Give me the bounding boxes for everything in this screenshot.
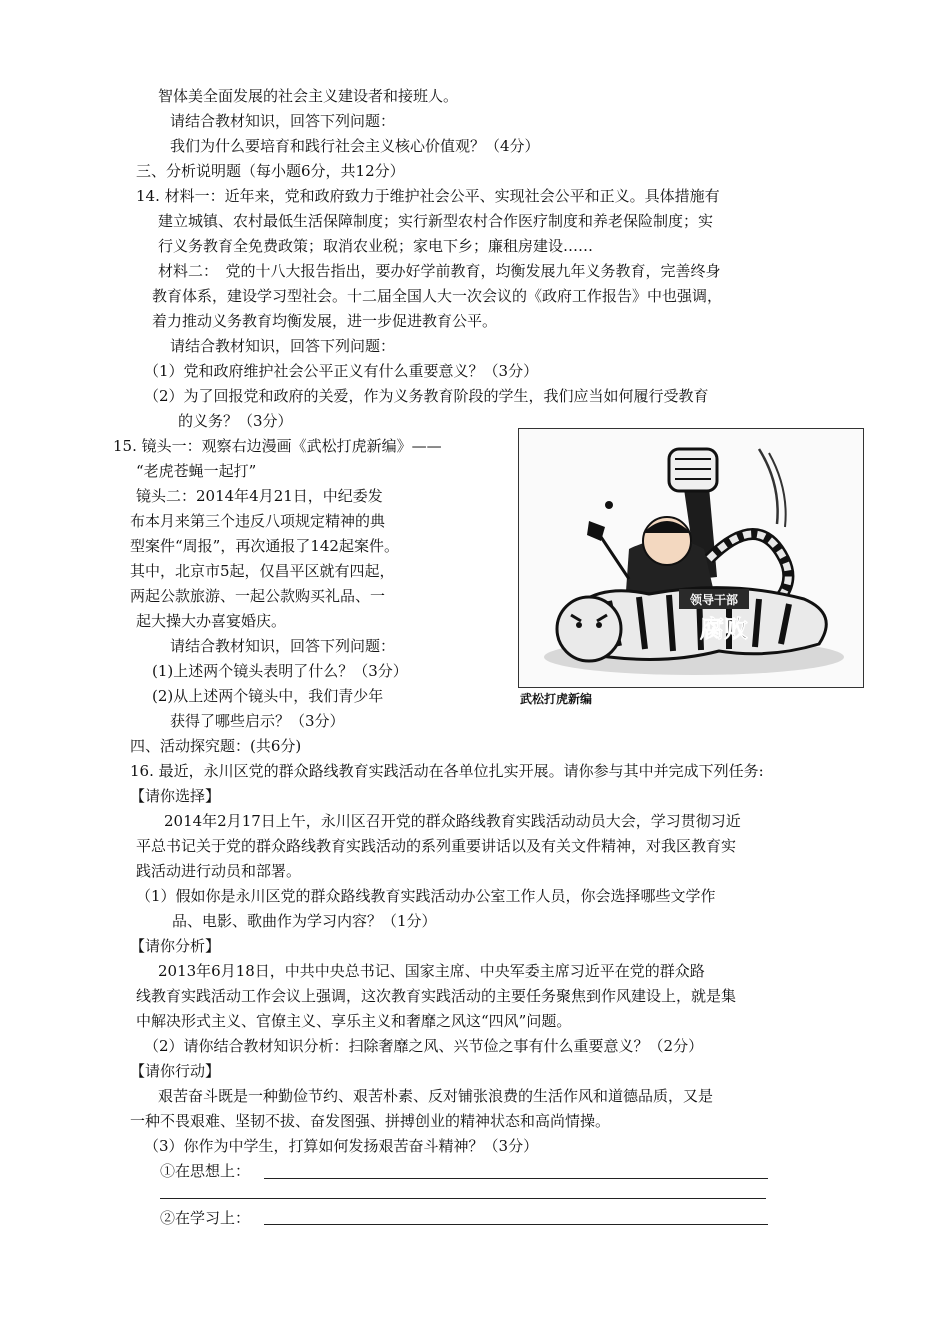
text-line: 艰苦奋斗既是一种勤俭节约、艰苦朴素、反对铺张浪费的生活作风和道德品质，又是 (158, 1087, 714, 1105)
text-line: 请结合教材知识，回答下列问题： (170, 337, 396, 355)
text-line: 2013年6月18日，中共中央总书记、国家主席、中央军委主席习近平在党的群众路 (158, 962, 705, 980)
cartoon-illustration (519, 429, 863, 687)
answer-study-blank[interactable] (264, 1224, 768, 1225)
text-line: 请结合教材知识，回答下列问题： (170, 112, 396, 130)
cartoon-sign-text: 领导干部 (689, 593, 739, 607)
text-line: 材料二： 党的十八大报告指出，要办好学前教育，均衡发展九年义务教育，完善终身 (158, 262, 721, 280)
text-line: 获得了哪些启示？（3分） (170, 712, 345, 730)
cartoon-big-text: 腐败 (700, 615, 748, 643)
text-line: 的义务？（3分） (178, 412, 293, 430)
question-16-2: （2）请你结合教材知识分析：扫除奢靡之风、兴节俭之事有什么重要意义？（2分） (144, 1037, 704, 1055)
answer-thought-label: ①在思想上： (160, 1162, 251, 1180)
text-line: 行义务教育全免费政策；取消农业税；家电下乡；廉租房建设…… (158, 237, 594, 255)
subheading-act: 【请你行动】 (130, 1062, 221, 1080)
answer-thought-blank[interactable] (264, 1178, 768, 1179)
question-13: 我们为什么要培育和践行社会主义核心价值观？（4分） (170, 137, 540, 155)
question-15-1: (1)上述两个镜头表明了什么？（3分） (152, 662, 408, 680)
question-14-1: （1）党和政府维护社会公平正义有什么重要意义？（3分） (144, 362, 539, 380)
text-line: 型案件“周报”，再次通报了142起案件。 (130, 537, 399, 555)
section-heading-3: 三、分析说明题（每小题6分，共12分） (136, 162, 405, 180)
text-line: 请结合教材知识，回答下列问题： (170, 637, 396, 655)
text-line: 14. 材料一：近年来，党和政府致力于维护社会公平、实现社会公平和正义。具体措施有 (136, 187, 720, 205)
text-line: 平总书记关于党的群众路线教育实践活动的系列重要讲话以及有关文件精神，对我区教育实 (136, 837, 737, 855)
text-line: 中解决形式主义、官僚主义、享乐主义和奢靡之风这“四风”问题。 (136, 1012, 572, 1030)
text-line: 15. 镜头一：观察右边漫画《武松打虎新编》—— (113, 437, 442, 455)
text-line: 着力推动义务教育均衡发展，进一步促进教育公平。 (152, 312, 498, 330)
text-line: 线教育实践活动工作会议上强调，这次教育实践活动的主要任务聚焦到作风建设上，就是集 (136, 987, 737, 1005)
section-heading-4: 四、活动探究题：(共6分) (130, 737, 302, 755)
question-16-1: （1）假如你是永川区党的群众路线教育实践活动办公室工作人员，你会选择哪些文学作 (136, 887, 716, 905)
text-line: 其中，北京市5起，仅昌平区就有四起， (130, 562, 395, 580)
answer-study-label: ②在学习上： (160, 1209, 251, 1227)
text-line: 起大操大办喜宴婚庆。 (136, 612, 287, 630)
answer-thought-blank-2[interactable] (160, 1198, 766, 1199)
question-14-2: （2）为了回报党和政府的关爱，作为义务教育阶段的学生，我们应当如何履行受教育 (144, 387, 709, 405)
text-line: 教育体系，建设学习型社会。十二届全国人大一次会议的《政府工作报告》中也强调， (152, 287, 723, 305)
text-line: “老虎苍蝇一起打” (136, 462, 257, 480)
text-line: 智体美全面发展的社会主义建设者和接班人。 (158, 87, 459, 105)
text-line: 布本月来第三个违反八项规定精神的典 (130, 512, 386, 530)
question-15-2: (2)从上述两个镜头中，我们青少年 (152, 687, 384, 705)
text-line: 两起公款旅游、一起公款购买礼品、一 (130, 587, 386, 605)
subheading-choose: 【请你选择】 (130, 787, 221, 805)
subheading-analyze: 【请你分析】 (130, 937, 221, 955)
text-line: 16. 最近，永川区党的群众路线教育实践活动在各单位扎实开展。请你参与其中并完成下列任务: (130, 762, 764, 780)
question-16-3: （3）你作为中学生，打算如何发扬艰苦奋斗精神？（3分） (144, 1137, 539, 1155)
text-line: 镜头二：2014年4月21日，中纪委发 (136, 487, 383, 505)
text-line: 品、电影、歌曲作为学习内容？（1分） (172, 912, 437, 930)
text-line: 2014年2月17日上午，永川区召开党的群众路线教育实践活动动员大会，学习贯彻习近 (164, 812, 741, 830)
cartoon-caption: 武松打虎新编 (520, 692, 593, 706)
cartoon-wusong-tiger (518, 428, 864, 688)
text-line: 践活动进行动员和部署。 (136, 862, 302, 880)
text-line: 一种不畏艰难、坚韧不拔、奋发图强、拼搏创业的精神状态和高尚情操。 (130, 1112, 611, 1130)
text-line: 建立城镇、农村最低生活保障制度；实行新型农村合作医疗制度和养老保险制度；实 (158, 212, 714, 230)
